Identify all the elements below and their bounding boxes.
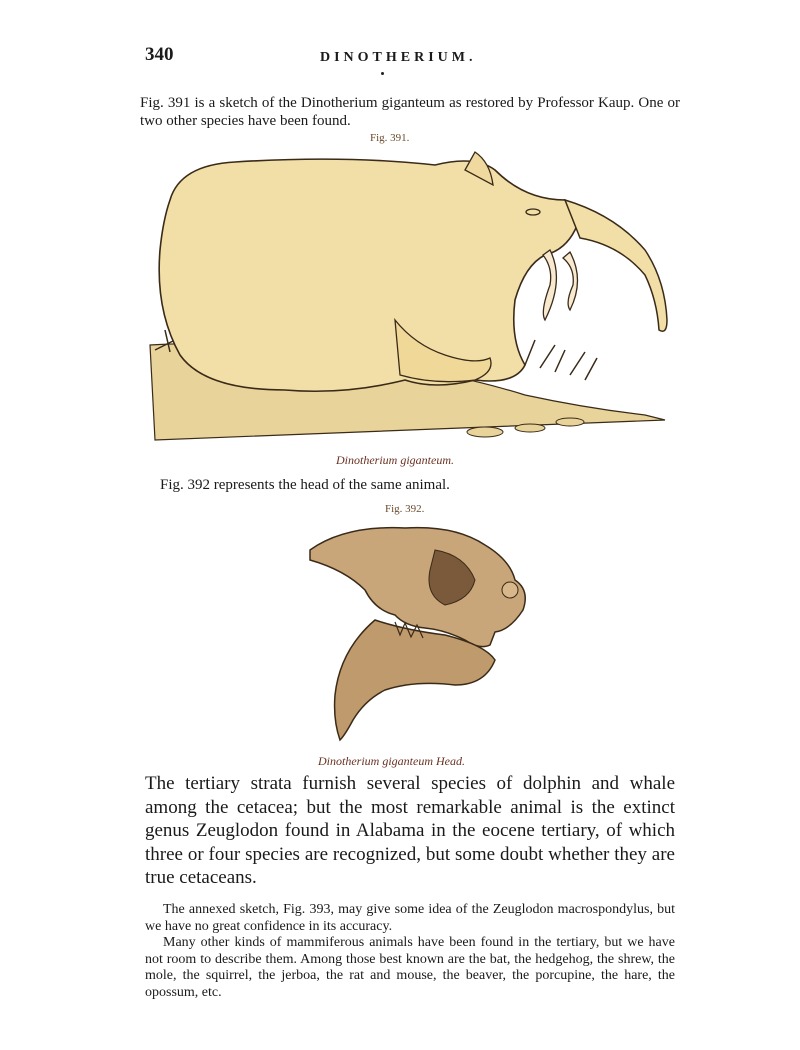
dinotherium-illustration bbox=[145, 140, 675, 450]
ornament-dot bbox=[381, 72, 384, 75]
page-number: 340 bbox=[145, 44, 174, 65]
figure-391-caption: Dinotherium giganteum. bbox=[336, 453, 454, 467]
running-head: DINOTHERIUM. bbox=[320, 50, 477, 65]
paragraph-annexed: The annexed sketch, Fig. 393, may give some idea of the Zeuglodon macrospondylus, but we have no great confidence in its accuracy. bbox=[145, 902, 675, 934]
figure-391-label: Fig. 391. bbox=[370, 132, 410, 144]
paragraph-fig392-intro: Fig. 392 represents the head of the same animal. bbox=[160, 477, 450, 493]
bottom-text-block bbox=[145, 902, 675, 1001]
paragraph-mammiferous: Many other kinds of mammiferous animals have been found in the tertiary, but we have not room to describe them. Among those best known are the bat, the hedgehog, the shrew, the mole, the squirrel, the jerboa, the rat and mouse, the beaver, the porcupine, the hare, the opossum, etc. bbox=[145, 935, 675, 1000]
figure-392-label: Fig. 392. bbox=[385, 503, 425, 515]
paragraph-tertiary: The tertiary strata furnish several species of dolphin and whale among the cetacea; but the most remarkable animal is the extinct genus Zeuglodon found in Alabama in the eocene tertiary, of which three or four species are recognized, but some doubt whether they are true cetaceans. bbox=[145, 773, 675, 888]
figure-392-caption: Dinotherium giganteum Head. bbox=[318, 754, 465, 768]
paragraph-intro: Fig. 391 is a sketch of the Dinotherium giganteum as restored by Professor Kaup. One or two other species have been found. bbox=[140, 95, 680, 129]
skull-illustration bbox=[305, 520, 540, 745]
